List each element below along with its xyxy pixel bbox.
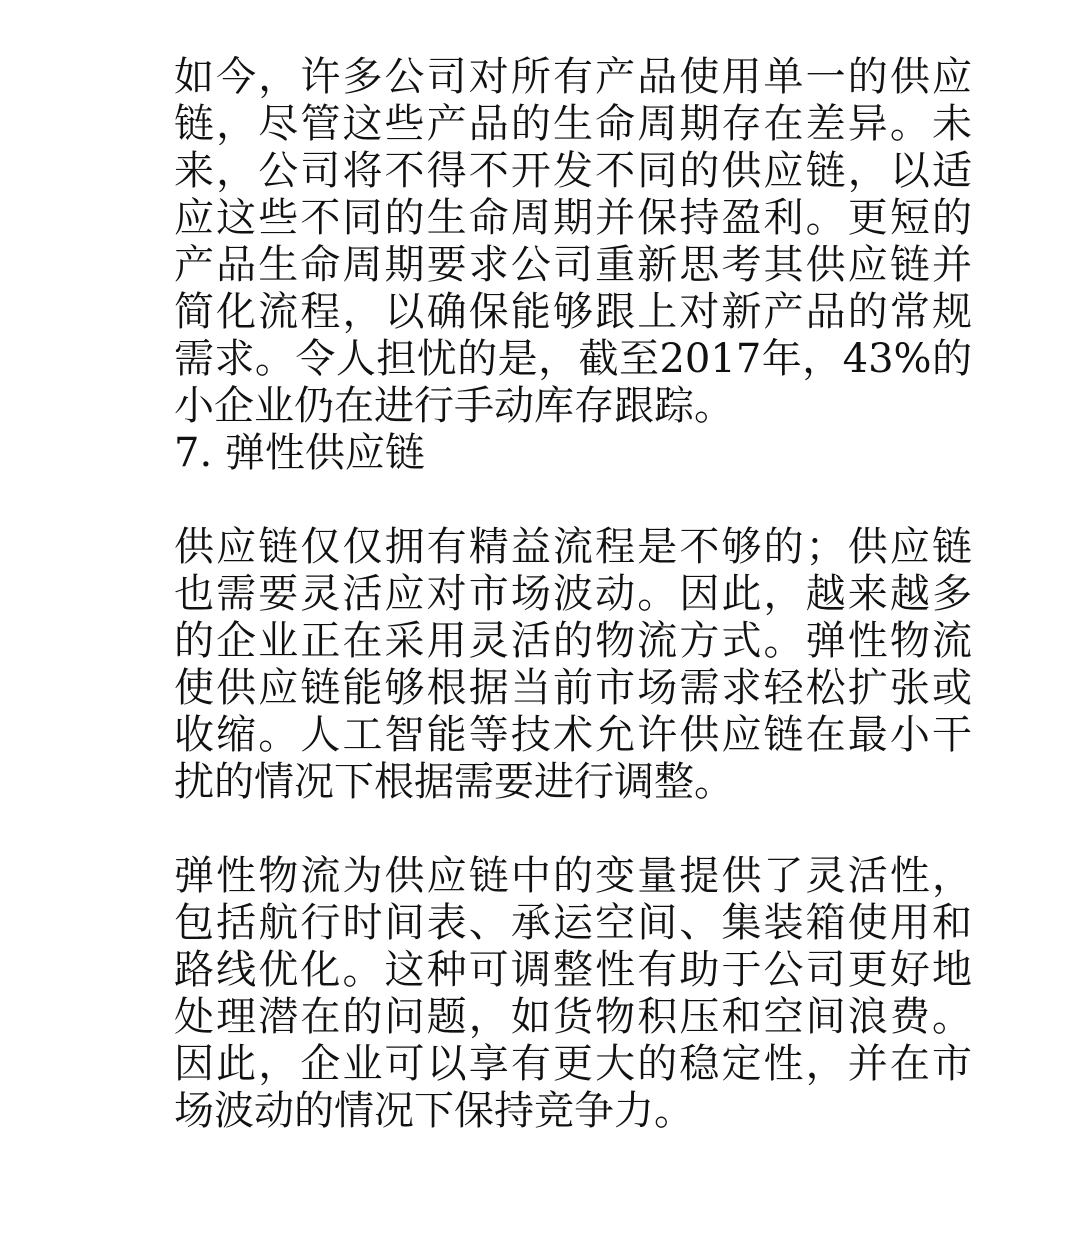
paragraph-elastic-logistics: 弹性物流为供应链中的变量提供了灵活性，包括航行时间表、承运空间、集装箱使用和路线优化。这种可调整性有助于公司更好地处理潜在的问题，如货物积压和空间浪费。因此，企业可以享有更大的稳定性，并在市场波动的情况下保持竞争力。: [174, 853, 972, 1134]
section-heading-elastic-supply-chain: 7. 弹性供应链: [174, 430, 425, 476]
paragraph-gap: [174, 477, 972, 524]
paragraph-gap: [174, 806, 972, 853]
paragraph-product-lifecycle: 如今，许多公司对所有产品使用单一的供应链，尽管这些产品的生命周期存在差异。未来，公司将不得不开发不同的供应链，以适应这些不同的生命周期并保持盈利。更短的产品生命周期要求公司重新思考其供应链并简化流程，以确保能够跟上对新产品的常规需求。令人担忧的是，截至2017年，43%的小企业仍在进行手动库存跟踪。: [174, 54, 972, 429]
article-body: [174, 54, 972, 1135]
paragraph-market-fluctuation: 供应链仅仅拥有精益流程是不够的；供应链也需要灵活应对市场波动。因此，越来越多的企业正在采用灵活的物流方式。弹性物流使供应链能够根据当前市场需求轻松扩张或收缩。人工智能等技术允许供应链在最小干扰的情况下根据需要进行调整。: [174, 524, 972, 805]
